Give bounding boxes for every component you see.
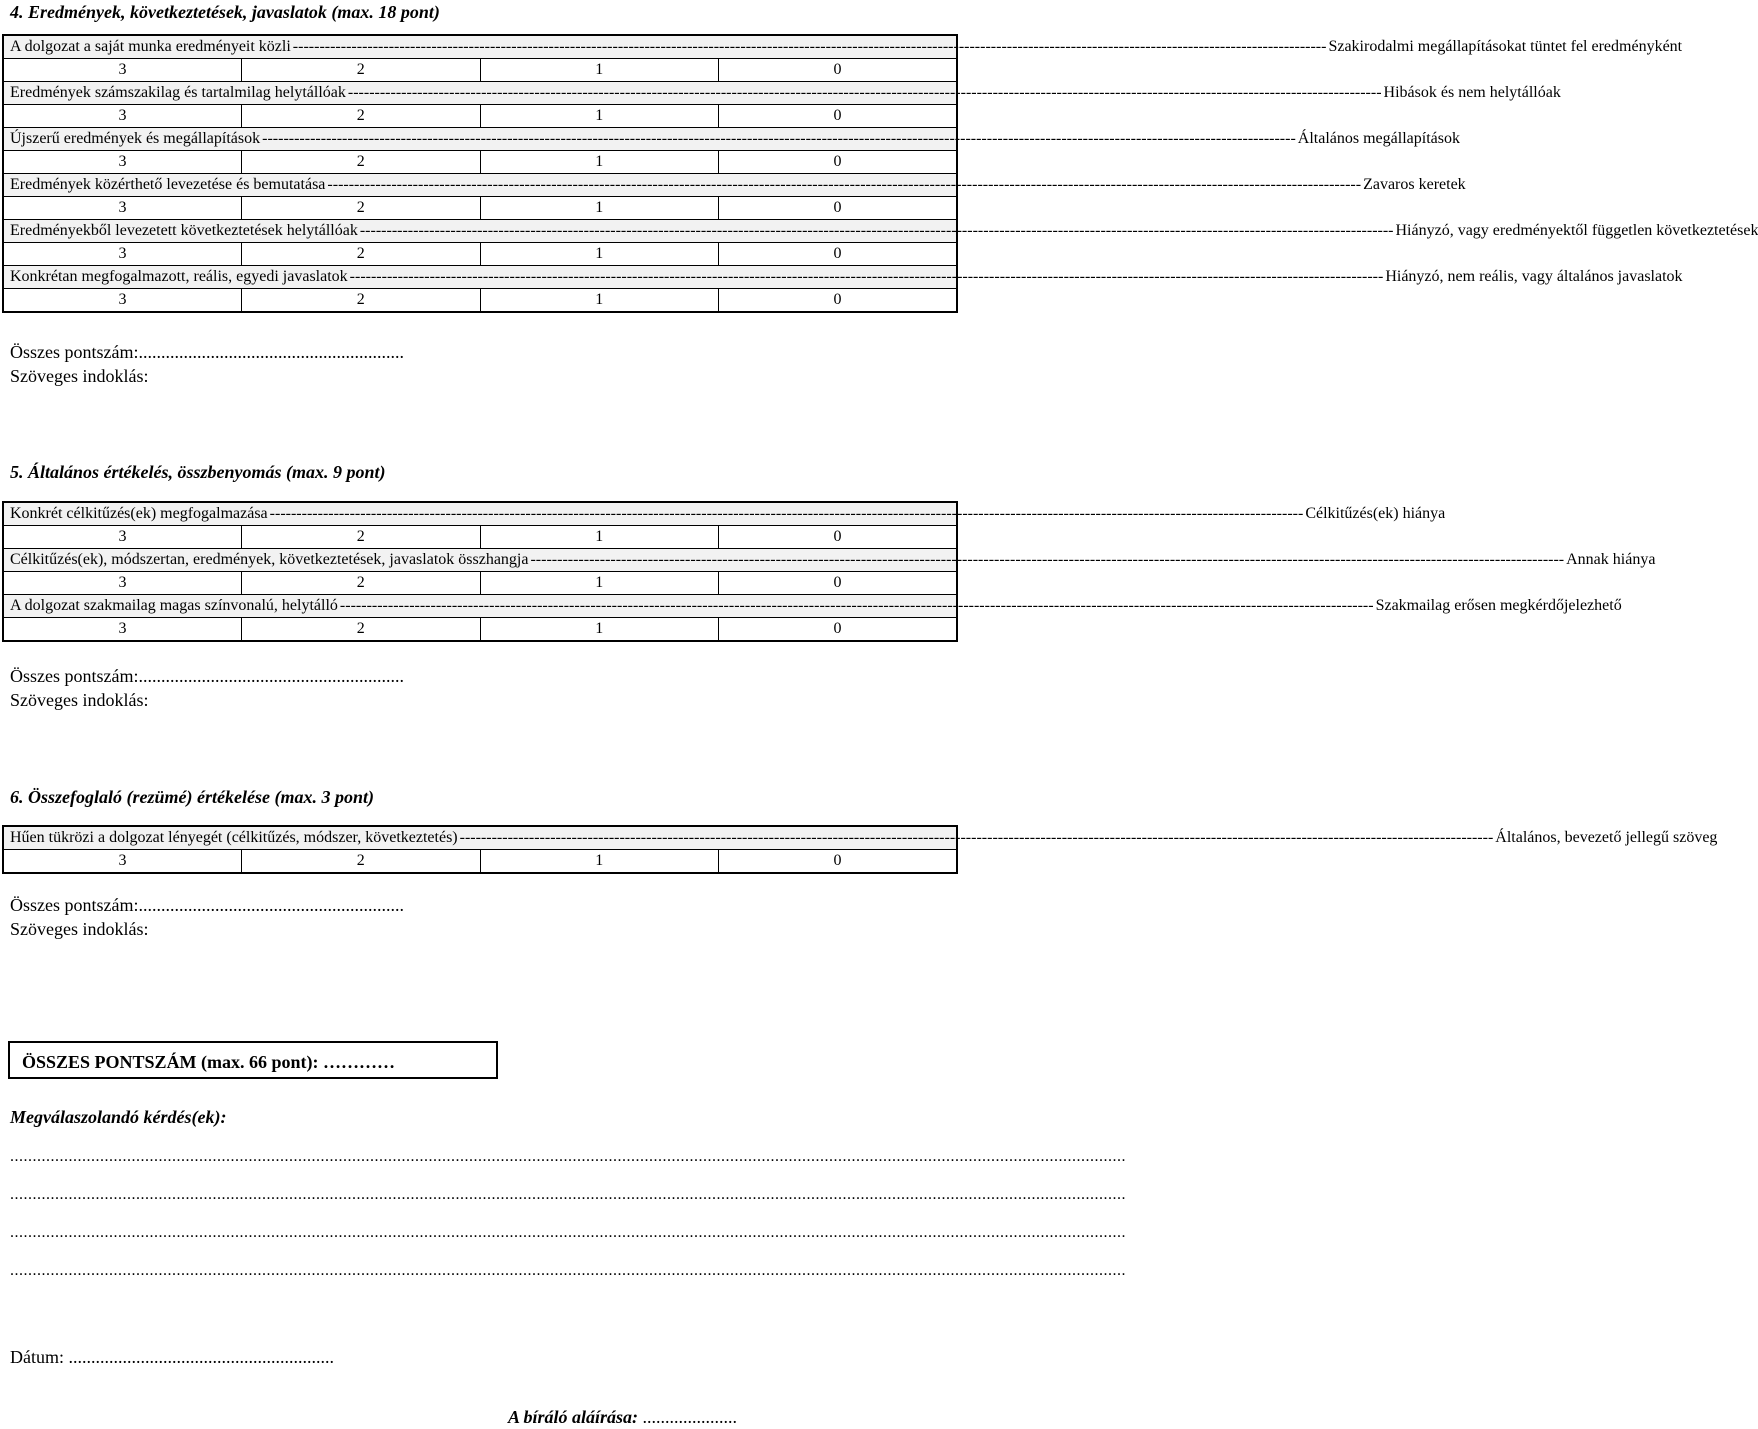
criterion-row	[3, 549, 957, 572]
score-option[interactable]: 0	[719, 197, 958, 220]
score-row	[3, 526, 957, 549]
section-4-justification-label: Szöveges indoklás:	[10, 366, 149, 386]
score-row	[3, 197, 957, 220]
section-5-justification-label: Szöveges indoklás:	[10, 690, 149, 710]
score-option[interactable]: 3	[3, 197, 242, 220]
score-option[interactable]: 0	[719, 618, 958, 642]
criterion-text	[3, 35, 1683, 59]
criterion-negative: Általános megállapítások	[1297, 130, 1460, 147]
score-row	[3, 243, 957, 266]
score-option[interactable]: 2	[242, 105, 481, 128]
criterion-positive: Célkitűzés(ek), módszertan, eredmények, következtetések, javaslatok összhangja	[10, 551, 529, 568]
section-4-total-points: Összes pontszám:...........................................................	[10, 342, 404, 362]
criterion-positive: A dolgozat a saját munka eredményeit közli	[10, 38, 291, 55]
section-5-heading: 5. Általános értékelés, összbenyomás (max. 9 pont)	[10, 462, 386, 482]
criterion-negative: Zavaros keretek	[1363, 176, 1466, 193]
score-option[interactable]: 1	[480, 243, 719, 266]
score-row	[3, 151, 957, 174]
score-row	[3, 105, 957, 128]
criterion-positive: Konkrét célkitűzés(ek) megfogalmazása	[10, 505, 268, 522]
score-option[interactable]: 0	[719, 572, 958, 595]
criterion-positive: Eredmények számszakilag és tartalmilag helytállóak	[10, 84, 346, 101]
criterion-row	[3, 174, 957, 197]
score-option[interactable]: 3	[3, 572, 242, 595]
score-option[interactable]: 1	[480, 572, 719, 595]
date-line: Dátum: ...........................................................	[10, 1347, 334, 1367]
criterion-text	[3, 220, 1758, 243]
score-option[interactable]: 0	[719, 151, 958, 174]
criterion-row	[3, 266, 957, 289]
criterion-text	[3, 82, 1561, 105]
question-line-1: ........................................................................................................................................................................................................................................................	[10, 1148, 1126, 1165]
score-option[interactable]: 0	[719, 526, 958, 549]
criterion-dash-separator	[348, 82, 1382, 104]
score-option[interactable]: 1	[480, 289, 719, 313]
question-line-3: ........................................................................................................................................................................................................................................................	[10, 1224, 1126, 1241]
criterion-dash-separator	[327, 174, 1361, 196]
criterion-positive: Konkrétan megfogalmazott, reális, egyedi javaslatok	[10, 268, 348, 285]
score-option[interactable]: 2	[242, 618, 481, 642]
score-option[interactable]: 2	[242, 289, 481, 313]
score-option[interactable]: 3	[3, 151, 242, 174]
score-option[interactable]: 3	[3, 105, 242, 128]
criterion-row	[3, 35, 957, 59]
score-option[interactable]: 2	[242, 572, 481, 595]
score-option[interactable]: 2	[242, 59, 481, 82]
score-row	[3, 618, 957, 642]
score-option[interactable]: 1	[480, 59, 719, 82]
section-6-heading: 6. Összefoglaló (rezümé) értékelése (max. 3 pont)	[10, 787, 374, 807]
criterion-negative: Hiányzó, nem reális, vagy általános javaslatok	[1385, 268, 1683, 285]
score-option[interactable]: 0	[719, 59, 958, 82]
score-option[interactable]: 1	[480, 526, 719, 549]
criterion-positive: A dolgozat szakmailag magas színvonalú, helytálló	[10, 597, 338, 614]
criterion-negative: Szakirodalmi megállapításokat tüntet fel eredményként	[1328, 38, 1683, 55]
criterion-row	[3, 502, 957, 526]
criterion-negative: Hibások és nem helytállóak	[1383, 84, 1561, 101]
criterion-dash-separator	[460, 827, 1494, 849]
score-option[interactable]: 1	[480, 151, 719, 174]
criterion-text	[3, 174, 1466, 197]
score-row	[3, 572, 957, 595]
criterion-dash-separator	[270, 503, 1304, 525]
score-row	[3, 289, 957, 313]
criterion-row	[3, 826, 957, 850]
score-option[interactable]: 3	[3, 243, 242, 266]
criterion-positive: Eredmények közérthető levezetése és bemutatása	[10, 176, 326, 193]
criterion-negative: Hiányzó, vagy eredményektől független következtetések	[1395, 222, 1758, 239]
section-6-total-points: Összes pontszám:...........................................................	[10, 895, 404, 915]
score-option[interactable]: 1	[480, 850, 719, 874]
score-option[interactable]: 1	[480, 105, 719, 128]
section-4-heading: 4. Eredmények, következtetések, javaslatok (max. 18 pont)	[10, 2, 440, 22]
grand-total-box: ÖSSZES PONTSZÁM (max. 66 pont): …………	[8, 1041, 498, 1079]
criterion-text	[3, 595, 1622, 618]
score-option[interactable]: 3	[3, 59, 242, 82]
score-option[interactable]: 0	[719, 289, 958, 313]
criterion-negative: Szakmailag erősen megkérdőjelezhető	[1375, 597, 1622, 614]
criterion-text	[3, 549, 1656, 572]
score-option[interactable]: 0	[719, 105, 958, 128]
criterion-row	[3, 595, 957, 618]
section-5-total-points: Összes pontszám:...........................................................	[10, 666, 404, 686]
score-option[interactable]: 3	[3, 618, 242, 642]
criterion-positive: Hűen tükrözi a dolgozat lényegét (célkitűzés, módszer, következtetés)	[10, 829, 458, 846]
score-option[interactable]: 3	[3, 850, 242, 874]
signature-label: A bíráló aláírása:	[508, 1407, 639, 1427]
criterion-dash-separator	[293, 36, 1327, 58]
question-line-4: ........................................................................................................................................................................................................................................................	[10, 1262, 1126, 1279]
criterion-row	[3, 82, 957, 105]
criterion-negative: Annak hiánya	[1566, 551, 1656, 568]
score-option[interactable]: 2	[242, 526, 481, 549]
criterion-dash-separator	[350, 266, 1384, 288]
criterion-dash-separator	[530, 549, 1564, 571]
score-option[interactable]: 2	[242, 151, 481, 174]
criterion-text	[3, 266, 1683, 289]
criterion-row	[3, 220, 957, 243]
criterion-negative: Általános, bevezető jellegű szöveg	[1495, 829, 1718, 846]
score-row	[3, 850, 957, 874]
score-option[interactable]: 3	[3, 526, 242, 549]
criterion-positive: Újszerű eredmények és megállapítások	[10, 130, 261, 147]
question-line-2: ........................................................................................................................................................................................................................................................	[10, 1186, 1126, 1203]
criterion-dash-separator	[360, 220, 1394, 242]
section-5-criteria-table	[2, 501, 1656, 642]
score-option[interactable]: 0	[719, 850, 958, 874]
signature-line	[508, 1407, 737, 1428]
criterion-text	[3, 128, 1460, 151]
score-option[interactable]: 2	[242, 197, 481, 220]
section-6-criteria-table	[2, 825, 1718, 874]
score-option[interactable]: 1	[480, 618, 719, 642]
score-option[interactable]: 3	[3, 289, 242, 313]
score-row	[3, 59, 957, 82]
score-option[interactable]: 0	[719, 243, 958, 266]
score-option[interactable]: 2	[242, 243, 481, 266]
criterion-text	[3, 826, 1718, 850]
score-option[interactable]: 1	[480, 197, 719, 220]
criterion-text	[3, 502, 1446, 526]
section-4-criteria-table	[2, 34, 1758, 313]
criterion-positive: Eredményekből levezetett következtetések helytállóak	[10, 222, 358, 239]
criterion-dash-separator	[340, 595, 1374, 617]
questions-title: Megválaszolandó kérdés(ek):	[10, 1107, 227, 1127]
criterion-negative: Célkitűzés(ek) hiánya	[1305, 505, 1446, 522]
score-option[interactable]: 2	[242, 850, 481, 874]
criterion-row	[3, 128, 957, 151]
signature-dots: .....................	[642, 1407, 738, 1427]
criterion-dash-separator	[262, 128, 1296, 150]
section-6-justification-label: Szöveges indoklás:	[10, 919, 149, 939]
